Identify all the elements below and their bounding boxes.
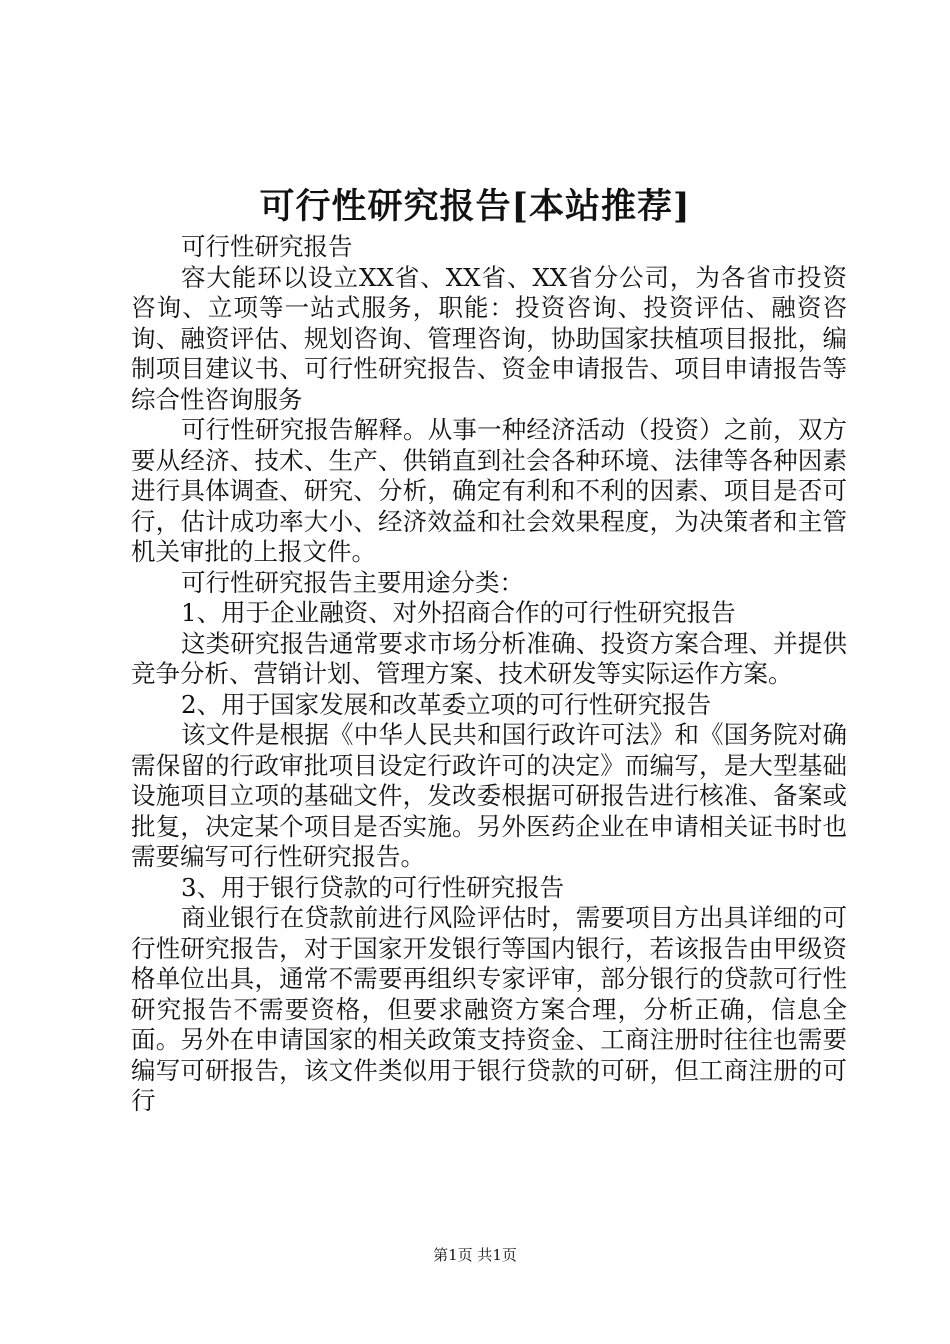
paragraph-definition: 可行性研究报告解释。从事一种经济活动（投资）之前，双方要从经济、技术、生产、供销直到社会各种环境、法律等各种因素进行具体调查、研究、分析，确定有利和不利的因素、项目是否可行，估计成功率大小、经济效益和社会效果程度，为决策者和主管机关审批的上报文件。 [131, 415, 847, 566]
section-heading-2: 2、用于国家发展和改革委立项的可行性研究报告 [181, 689, 712, 719]
paragraph-heading: 可行性研究报告 [181, 232, 353, 261]
section-heading-3: 3、用于银行贷款的可行性研究报告 [181, 872, 565, 902]
paragraph-intro: 容大能环以设立XX省、XX省、XX省分公司，为各省市投资咨询、立项等一站式服务，职能：投资咨询、投资评估、融资咨询、融资评估、规划咨询、管理咨询，协助国家扶植项目报批，编制项目建议书、可行性研究报告、资金申请报告、项目申请报告等综合性咨询服务 [131, 262, 847, 414]
paragraph-section-2: 该文件是根据《中华人民共和国行政许可法》和《国务院对确需保留的行政审批项目设定行政许可的决定》而编写，是大型基础设施项目立项的基础文件，发改委根据可研报告进行核准、备案或批复，决定某个项目是否实施。另外医药企业在申请相关证书时也需要编写可行性研究报告。 [131, 720, 847, 871]
section-heading-1: 1、用于企业融资、对外招商合作的可行性研究报告 [181, 598, 736, 627]
paragraph-uses-heading: 可行性研究报告主要用途分类： [181, 567, 524, 597]
document-body [131, 232, 847, 1117]
paragraph-section-1: 这类研究报告通常要求市场分析准确、投资方案合理、并提供竞争分析、营销计划、管理方案、技术研发等实际运作方案。 [131, 628, 847, 688]
page-footer: 第1页 共1页 [433, 1246, 517, 1264]
paragraph-section-3: 商业银行在贷款前进行风险评估时，需要项目方出具详细的可行性研究报告，对于国家开发银行等国内银行，若该报告由甲级资格单位出具，通常不需要再组织专家评审，部分银行的贷款可行性研究报告不需要资格，但要求融资方案合理，分析正确，信息全面。另外在申请国家的相关政策支持资金、工商注册时往往也需要编写可研报告，该文件类似用于银行贷款的可研，但工商注册的可行 [131, 903, 847, 1115]
document-title: 可行性研究报告[本站推荐] [259, 186, 691, 227]
